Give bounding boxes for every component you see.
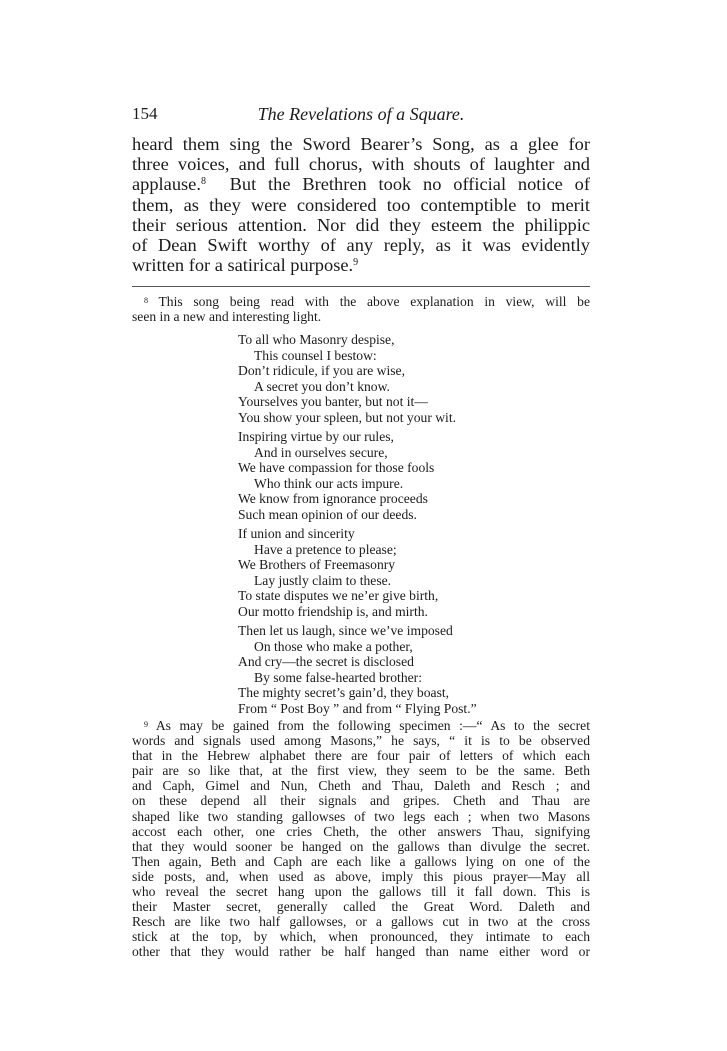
page-number: 154 bbox=[132, 104, 158, 123]
text-segment: But the Brethren took no official notice of bbox=[205, 174, 590, 195]
footnote-line: Resch are like two half gallowses, or a gallows cut in two at the cross bbox=[132, 914, 590, 930]
footnote-line: side posts, and, when used as above, imply this pious prayer—May all bbox=[132, 868, 590, 884]
footnote-9 bbox=[132, 717, 590, 960]
poem-line: Such mean opinion of our deeds. bbox=[238, 506, 417, 522]
footnote-marker: 8 bbox=[144, 296, 148, 305]
poem-line: We know from ignorance proceeds bbox=[238, 491, 428, 506]
footnote-line: on these depend all their signals and gripes. Cheth and Thau are bbox=[132, 793, 590, 809]
poem-line: Don’t ridicule, if you are wise, bbox=[238, 363, 405, 378]
poem-line: On those who make a pother, bbox=[254, 638, 413, 654]
footnote-line: other that they would rather be half hanged than name either word or bbox=[132, 944, 590, 960]
text-line bbox=[132, 174, 590, 194]
footnote-line: shaped like two standing gallowses of two legs each ; when two Masons bbox=[132, 808, 590, 824]
poem-line: If union and sincerity bbox=[238, 526, 355, 541]
footnote-line: seen in a new and interesting light. bbox=[132, 309, 322, 325]
poem-line: By some false-hearted brother: bbox=[254, 669, 422, 685]
text-line: three voices, and full chorus, with shouts of laughter and bbox=[132, 154, 590, 175]
footnote-line: their Master secret, generally called the Great Word. Daleth and bbox=[132, 899, 590, 915]
poem-line: Inspiring virtue by our rules, bbox=[238, 429, 394, 444]
poem-line: We Brothers of Freemasonry bbox=[238, 557, 396, 572]
footnote-line: stick at the top, by which, when pronounced, they intimate to each bbox=[132, 929, 590, 945]
poem-stanza bbox=[238, 429, 477, 522]
footnote-line: Then again, Beth and Caph are each like a gallows lying on one of the bbox=[132, 853, 590, 869]
footnote-marker: 9 bbox=[144, 720, 148, 729]
footnote-line: accost each other, one cries Cheth, the other answers Thau, signifying bbox=[132, 823, 590, 839]
footnote-text: As may be gained from the following specimen :—“ As to the secret bbox=[155, 718, 590, 733]
footnote-text: This song being read with the above explanation in view, will be bbox=[158, 294, 590, 309]
text-line: their serious attention. Nor did they esteem the philippic bbox=[132, 214, 590, 235]
poem-line: Have a pretence to please; bbox=[254, 541, 397, 557]
running-title: The Revelations of a Square. bbox=[257, 104, 465, 124]
poem bbox=[238, 332, 477, 720]
footnote-line: and Caph, Gimel and Nun, Cheth and Thau, Daleth and Resch ; and bbox=[132, 778, 590, 794]
footnote-line: pair are so like that, at the first view, they seem to be the same. Beth bbox=[132, 763, 590, 779]
poem-line: This counsel I bestow: bbox=[254, 347, 377, 363]
text-line: heard them sing the Sword Bearer’s Song, as a glee for bbox=[132, 134, 590, 154]
poem-line: The mighty secret’s gain’d, they boast, bbox=[238, 685, 450, 700]
poem-stanza bbox=[238, 526, 477, 619]
poem-line: We have compassion for those fools bbox=[238, 460, 435, 475]
poem-line: To state disputes we ne’er give birth, bbox=[238, 588, 439, 603]
page-header bbox=[132, 104, 590, 130]
text-line bbox=[132, 255, 590, 275]
poem-line: A secret you don’t know. bbox=[254, 378, 390, 394]
poem-line: Then let us laugh, since we’ve imposed bbox=[238, 623, 453, 638]
footnote-line: that in the Hebrew alphabet there are four pair of letters of which each bbox=[132, 748, 590, 764]
footnote-reference-8: 8 bbox=[200, 176, 206, 188]
footnote-line: who reveal the secret hang upon the gallows till it fall down. This is bbox=[132, 884, 590, 900]
footnote-divider bbox=[132, 286, 590, 287]
poem-line: Who think our acts impure. bbox=[254, 475, 404, 491]
footnote-line bbox=[132, 717, 590, 733]
footnote-line: that they would sooner be hanged on the gallows than divulge the secret. bbox=[132, 838, 590, 854]
footnote-line: words and signals used among Masons,” he says, “ it is to be observed bbox=[132, 733, 590, 749]
text-line: of Dean Swift worthy of any reply, as it was evidently bbox=[132, 235, 590, 256]
footnote-line bbox=[132, 293, 590, 309]
poem-line: And in ourselves secure, bbox=[254, 444, 388, 460]
poem-stanza bbox=[238, 623, 477, 716]
poem-stanza bbox=[238, 332, 477, 425]
poem-line: Lay justly claim to these. bbox=[254, 572, 392, 588]
footnote-8 bbox=[132, 293, 590, 324]
poem-line: Yourselves you banter, but not it— bbox=[238, 394, 428, 409]
text-line: them, as they were considered too contemptible to merit bbox=[132, 194, 590, 215]
poem-line: You show your spleen, but not your wit. bbox=[238, 409, 457, 425]
poem-line: And cry—the secret is disclosed bbox=[238, 654, 414, 669]
poem-line: Our motto friendship is, and mirth. bbox=[238, 603, 428, 619]
poem-line: From “ Post Boy ” and from “ Flying Post.” bbox=[238, 700, 477, 716]
footnote-reference-9: 9 bbox=[353, 257, 359, 269]
poem-line: To all who Masonry despise, bbox=[238, 332, 395, 347]
text-segment: written for a satirical purpose. bbox=[132, 255, 354, 276]
main-paragraph bbox=[132, 134, 590, 275]
text-segment: applause. bbox=[132, 174, 201, 195]
